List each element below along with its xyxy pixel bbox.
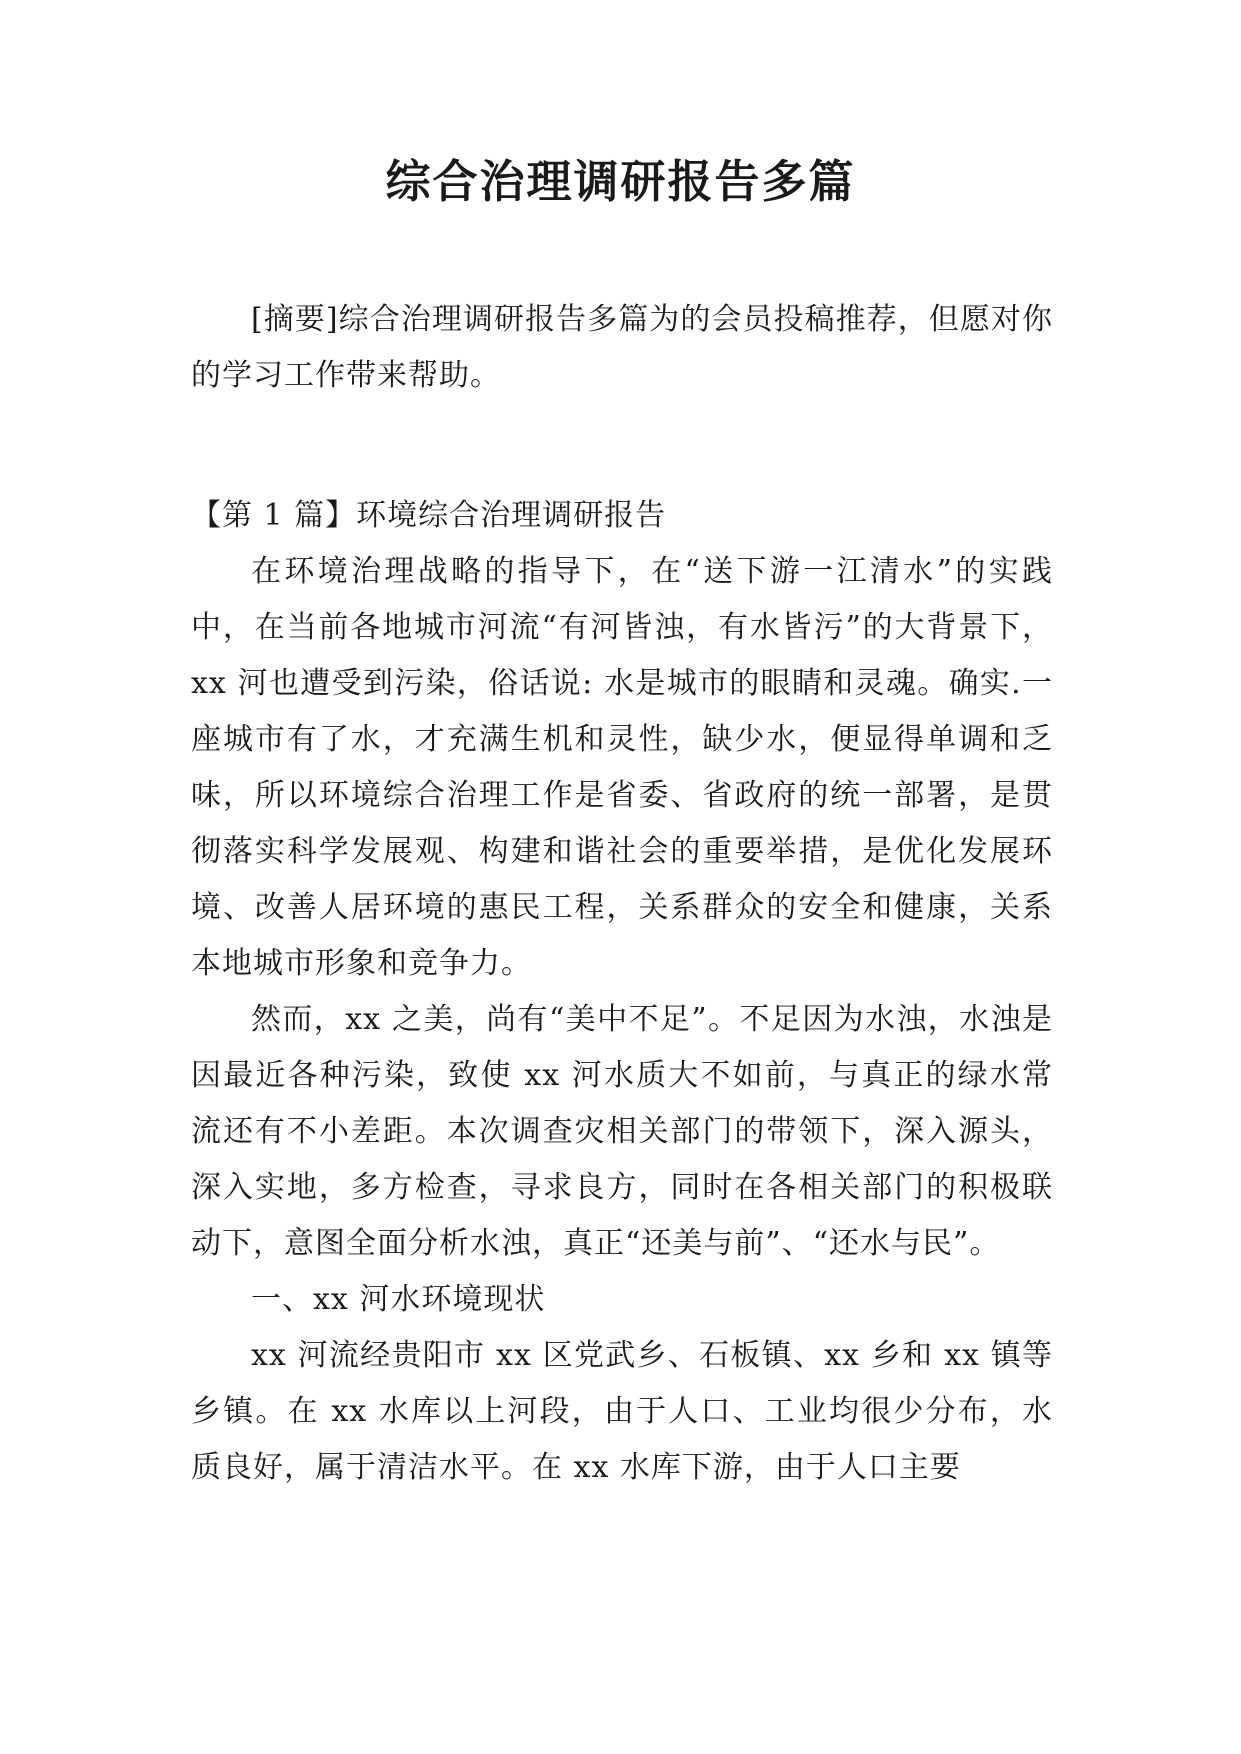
body-paragraph: xx 河流经贵阳市 xx 区党武乡、石板镇、xx 乡和 xx 镇等乡镇。在 xx 水库以上河段，由于人口、工业均很少分布，水质良好，属于清洁水平。在 xx 水库下游，由于人口主要 xyxy=(191,1338,1053,1485)
section-heading: 【第 1 篇】环境综合治理调研报告 xyxy=(191,498,667,533)
body-paragraph: 在环境治理战略的指导下，在“送下游一江清水”的实践中，在当前各地城市河流“有河皆浊，有水皆污”的大背景下，xx 河也遭受到污染，俗话说: 水是城市的眼睛和灵魂。确实.一座城市有了水，才充满生机和灵性，缺少水，便显得单调和乏味，所以环境综合治理工作是省委、省政府的统一部署，是贯彻落实科学发展观、构建和谐社会的重要举措，是优化发展环境、改善人居环境的惠民工程，关系群众的安全和健康，关系本地城市形象和竞争力。 xyxy=(191,554,1053,981)
abstract-paragraph: [摘要]综合治理调研报告多篇为的会员投稿推荐，但愿对你的学习工作带来帮助。 xyxy=(191,302,1053,393)
body-paragraph: 然而，xx 之美，尚有“美中不足”。不足因为水浊，水浊是因最近各种污染，致使 xx 河水质大不如前，与真正的绿水常流还有不小差距。本次调查灾相关部门的带领下，深入源头，深入实地，多方检查，寻求良方，同时在各相关部门的积极联动下，意图全面分析水浊，真正“还美与前”、“还水与民”。 xyxy=(191,1002,1053,1261)
subsection-heading: 一、xx 河水环境现状 xyxy=(251,1282,546,1317)
document-title: 综合治理调研报告多篇 xyxy=(385,155,856,208)
document-body xyxy=(191,292,1053,1496)
